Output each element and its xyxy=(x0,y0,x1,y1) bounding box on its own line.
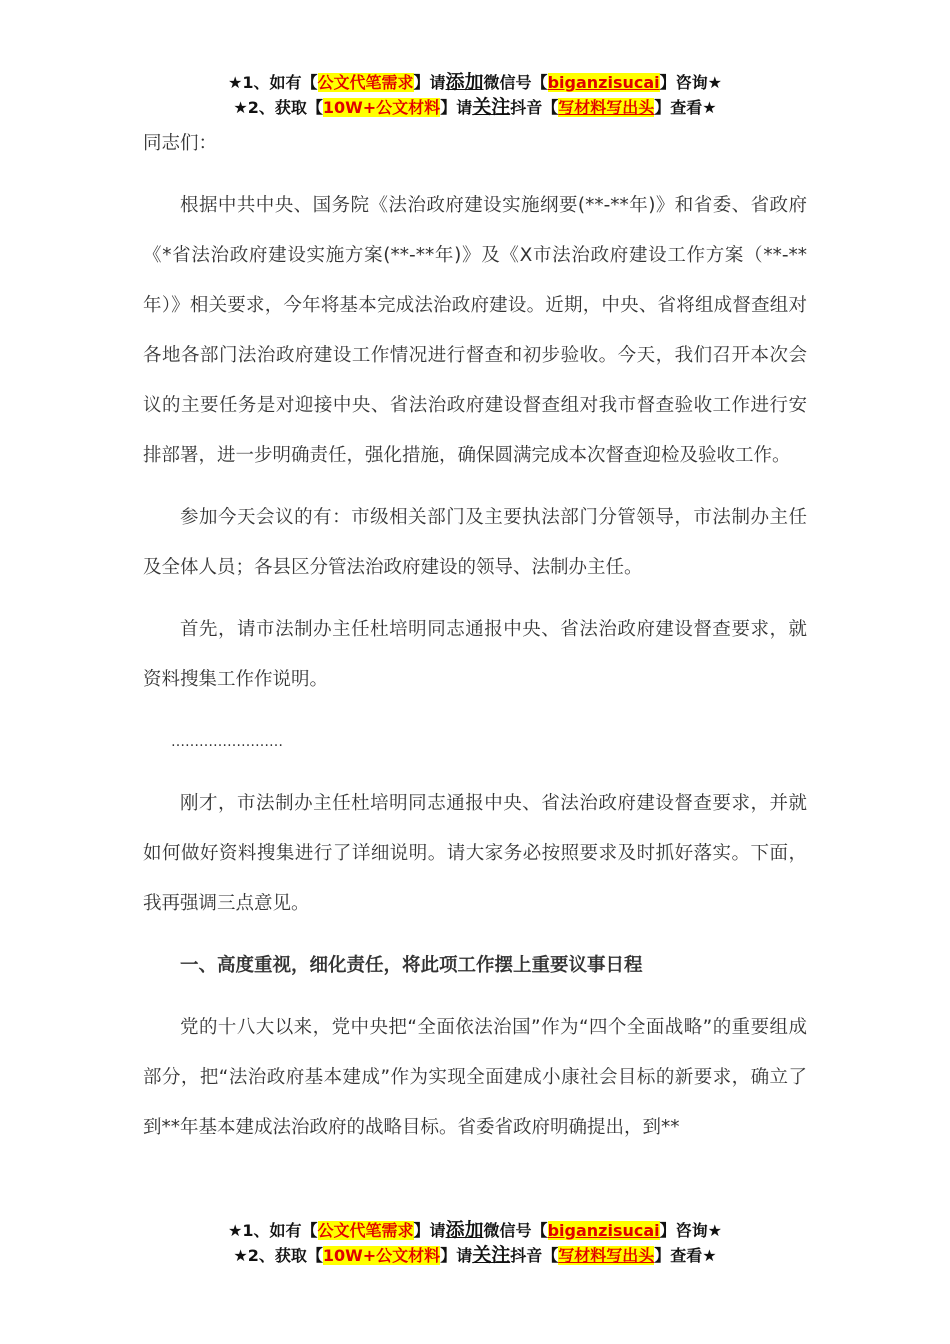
promo-line-2 xyxy=(0,1243,950,1268)
promo-line-2 xyxy=(0,95,950,120)
document-body xyxy=(143,119,807,1153)
promo-line-1 xyxy=(0,70,950,95)
wechat-id: biganzisucai xyxy=(547,73,660,92)
paragraph: 党的十八大以来，党中央把“全面依法治国”作为“四个全面战略”的重要组成部分，把“法治政府基本建成”作为实现全面建成小康社会目标的新要求，确立了到**年基本建成法治政府的战略目标。省委省政府明确提出，到** xyxy=(143,1017,807,1138)
emphasis-text: 关注 xyxy=(472,1244,511,1266)
ellipsis: …………………… xyxy=(171,734,283,750)
text: 】咨询★ xyxy=(659,1221,722,1240)
text: 】请 xyxy=(413,1221,446,1240)
emphasis-text: 关注 xyxy=(472,96,511,118)
text: ★2、获取【 xyxy=(233,98,323,117)
text: 】查看★ xyxy=(654,98,717,117)
promo-banner-bottom xyxy=(0,1218,950,1268)
text: 】咨询★ xyxy=(659,73,722,92)
douyin-id: 写材料写出头 xyxy=(558,1246,655,1265)
text: ★1、如有【 xyxy=(228,73,318,92)
highlight-text: 10W+公文材料 xyxy=(322,98,441,117)
text: ★2、获取【 xyxy=(233,1246,323,1265)
wechat-id: biganzisucai xyxy=(547,1221,660,1240)
highlight-text: 10W+公文材料 xyxy=(322,1246,441,1265)
promo-line-1 xyxy=(0,1218,950,1243)
text: 抖音【 xyxy=(510,98,559,117)
text: 】请 xyxy=(440,1246,473,1265)
douyin-id: 写材料写出头 xyxy=(558,98,655,117)
section-heading: 一、高度重视，细化责任，将此项工作摆上重要议事日程 xyxy=(180,955,643,976)
highlight-text: 公文代笔需求 xyxy=(317,73,414,92)
emphasis-text: 添加 xyxy=(445,1219,484,1241)
text: 】请 xyxy=(413,73,446,92)
salutation: 同志们： xyxy=(143,133,218,154)
paragraph: 刚才，市法制办主任杜培明同志通报中央、省法治政府建设督查要求，并就如何做好资料搜集进行了详细说明。请大家务必按照要求及时抓好落实。下面，我再强调三点意见。 xyxy=(143,793,807,914)
paragraph: 首先，请市法制办主任杜培明同志通报中央、省法治政府建设督查要求，就资料搜集工作作说明。 xyxy=(143,619,807,690)
emphasis-text: 添加 xyxy=(445,71,484,93)
promo-banner-top xyxy=(0,70,950,120)
paragraph: 参加今天会议的有：市级相关部门及主要执法部门分管领导，市法制办主任及全体人员；各县区分管法治政府建设的领导、法制办主任。 xyxy=(143,507,807,578)
highlight-text: 公文代笔需求 xyxy=(317,1221,414,1240)
text: 抖音【 xyxy=(510,1246,559,1265)
paragraph: 根据中共中央、国务院《法治政府建设实施纲要(**-**年)》和省委、省政府《*省法治政府建设实施方案(**-**年)》及《X市法治政府建设工作方案（**-**年）》相关要求，今年将基本完成法治政府建设。近期，中央、省将组成督查组对各地各部门法治政府建设工作情况进行督查和初步验收。今天，我们召开本次会议的主要任务是对迎接中央、省法治政府建设督查组对我市督查验收工作进行安排部署，进一步明确责任，强化措施，确保圆满完成本次督查迎检及验收工作。 xyxy=(143,195,807,466)
text: 】查看★ xyxy=(654,1246,717,1265)
text: 微信号【 xyxy=(483,73,548,92)
text: 】请 xyxy=(440,98,473,117)
text: 微信号【 xyxy=(483,1221,548,1240)
text: ★1、如有【 xyxy=(228,1221,318,1240)
